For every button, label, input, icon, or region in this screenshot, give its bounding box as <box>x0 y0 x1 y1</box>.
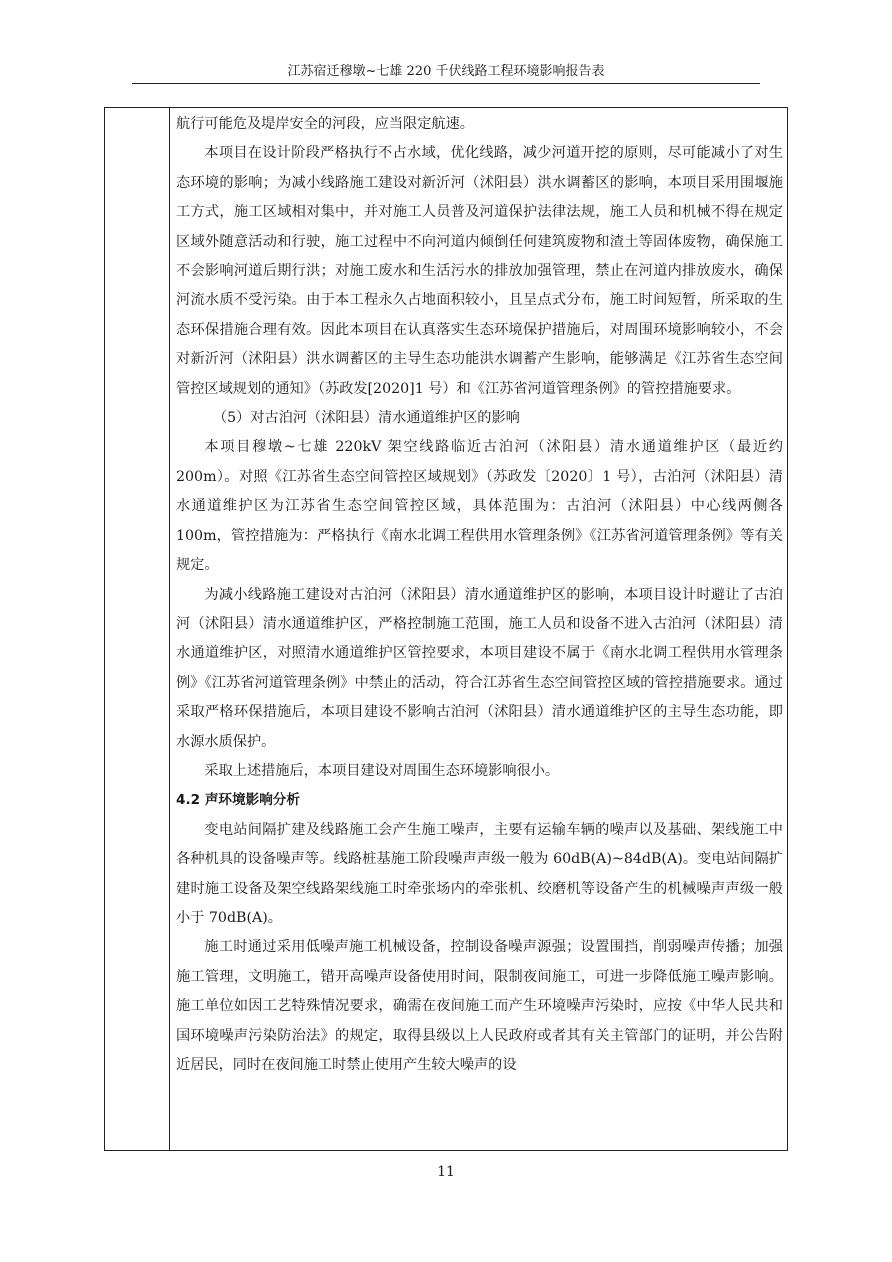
paragraph-noise-measures: 施工时通过采用低噪声施工机械设备，控制设备噪声源强；设置围挡，削弱噪声传播；加强施工管理，文明施工，错开高噪声设备使用时间，限制夜间施工，可进一步降低施工噪声影响。施工单位如因工艺特殊情况要求，确需在夜间施工而产生环境噪声污染时，应按《中华人民共和国环境噪声污染防治法》的规定，取得县级以上人民政府或者其有关主管部门的证明，并公告附近居民，同时在夜间施工时禁止使用产生较大噪声的设 <box>176 939 783 1073</box>
subsection-title-gubo-river: （5）对古泊河（沭阳县）清水通道维护区的影响 <box>212 410 520 427</box>
section-heading-noise: 4.2 声环境影响分析 <box>176 792 300 809</box>
page-number: 11 <box>437 1164 455 1180</box>
page-header-title: 江苏宿迁穆墩~七雄 220 千伏线路工程环境影响报告表 <box>287 64 605 79</box>
paragraph-gubo-river-overview: 本项目穆墩~七雄 220kV 架空线路临近古泊河（沭阳县）清水通道维护区（最近约 200m）。对照《江苏省生态空间管控区域规划》（苏政发〔2020〕1 号），古泊河（沭阳县）清水通道维护区为江苏省生态空间管控区域，具体范围为：古泊河（沭阳县）中心线两侧各 100m，管控措施为：严格执行《南水北调工程供用水管理条例》《江苏省河道管理条例》等有关规定。 <box>176 439 783 574</box>
report-body <box>176 110 783 1080</box>
table-column-divider <box>169 107 170 1151</box>
paragraph-xinyi-river-measures: 本项目在设计阶段严格执行不占水域，优化线路，减少河道开挖的原则，尽可能减小了对生态环境的影响；为减小线路施工建设对新沂河（沭阳县）洪水调蓄区的影响，本项目采用围堰施工方式，施工区域相对集中，并对施工人员普及河道保护法律法规，施工人员和机械不得在规定区域外随意活动和行驶，施工过程中不向河道内倾倒任何建筑废物和渣土等固体废物，确保施工不会影响河道后期行洪；对施工废水和生活污水的排放加强管理，禁止在河道内排放废水，确保河流水质不受污染。由于本工程永久占地面积较小，且呈点式分布，施工时间短暂，所采取的生态环保措施合理有效。因此本项目在认真落实生态环境保护措施后，对周围环境影响较小，不会对新沂河（沭阳县）洪水调蓄区的主导生态功能洪水调蓄产生影响，能够满足《江苏省生态空间管控区域规划的通知》（苏政发[2020]1 号）和《江苏省河道管理条例》的管控措施要求。 <box>176 145 783 397</box>
paragraph-noise-sources: 变电站间隔扩建及线路施工会产生施工噪声，主要有运输车辆的噪声以及基础、架线施工中各种机具的设备噪声等。线路桩基施工阶段噪声声级一般为 60dB(A)~84dB(A)。变电站间隔扩建时施工设备及架空线路架线施工时牵张场内的牵张机、绞磨机等设备产生的机械噪声声级一般小于 70dB(A)。 <box>176 821 783 926</box>
header-divider <box>132 83 760 84</box>
paragraph-gubo-river-measures: 为减小线路施工建设对古泊河（沭阳县）清水通道维护区的影响，本项目设计时避让了古泊河（沭阳县）清水通道维护区，严格控制施工范围，施工人员和设备不进入古泊河（沭阳县）清水通道维护区，对照清水通道维护区管控要求，本项目建设不属于《南水北调工程供用水管理条例》《江苏省河道管理条例》中禁止的活动，符合江苏省生态空间管控区域的管控措施要求。通过采取严格环保措施后，本项目建设不影响古泊河（沭阳县）清水通道维护区的主导生态功能，即水源水质保护。 <box>176 586 783 750</box>
paragraph-ecology-conclusion: 采取上述措施后，本项目建设对周围生态环境影响很小。 <box>204 762 560 779</box>
paragraph-continuation: 航行可能危及堤岸安全的河段，应当限定航速。 <box>176 116 474 132</box>
